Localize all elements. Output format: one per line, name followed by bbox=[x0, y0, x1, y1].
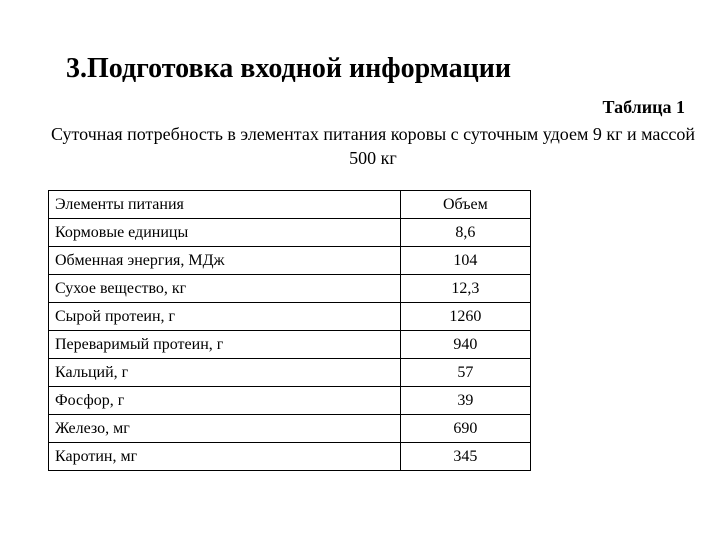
table-row bbox=[49, 219, 531, 247]
table-row bbox=[49, 303, 531, 331]
nutrient-name: Сырой протеин, г bbox=[49, 303, 401, 331]
header-amount: Объем bbox=[400, 191, 530, 219]
slide-title: 3.Подготовка входной информации bbox=[66, 53, 512, 84]
nutrient-name: Фосфор, г bbox=[49, 387, 401, 415]
table-number: Таблица 1 bbox=[602, 97, 685, 117]
nutrient-amount: 940 bbox=[400, 331, 530, 359]
nutrition-table bbox=[48, 190, 531, 471]
nutrient-amount: 8,6 bbox=[400, 219, 530, 247]
table-caption: Суточная потребность в элементах питания коровы с суточным удоем 9 кг и массой 500 кг bbox=[50, 124, 696, 169]
table-header-row bbox=[49, 191, 531, 219]
nutrient-amount: 690 bbox=[400, 415, 530, 443]
table-row bbox=[49, 331, 531, 359]
nutrient-amount: 345 bbox=[400, 443, 530, 471]
table-row bbox=[49, 387, 531, 415]
nutrient-amount: 39 bbox=[400, 387, 530, 415]
table-row bbox=[49, 275, 531, 303]
table-row bbox=[49, 247, 531, 275]
nutrient-name: Обменная энергия, МДж bbox=[49, 247, 401, 275]
nutrient-name: Кормовые единицы bbox=[49, 219, 401, 247]
nutrient-amount: 12,3 bbox=[400, 275, 530, 303]
nutrient-name: Сухое вещество, кг bbox=[49, 275, 401, 303]
header-nutrient: Элементы питания bbox=[49, 191, 401, 219]
table-row bbox=[49, 415, 531, 443]
nutrient-amount: 57 bbox=[400, 359, 530, 387]
nutrient-name: Переваримый протеин, г bbox=[49, 331, 401, 359]
nutrient-amount: 1260 bbox=[400, 303, 530, 331]
table-row bbox=[49, 443, 531, 471]
table-row bbox=[49, 359, 531, 387]
nutrient-name: Каротин, мг bbox=[49, 443, 401, 471]
nutrient-name: Железо, мг bbox=[49, 415, 401, 443]
nutrient-name: Кальций, г bbox=[49, 359, 401, 387]
nutrient-amount: 104 bbox=[400, 247, 530, 275]
